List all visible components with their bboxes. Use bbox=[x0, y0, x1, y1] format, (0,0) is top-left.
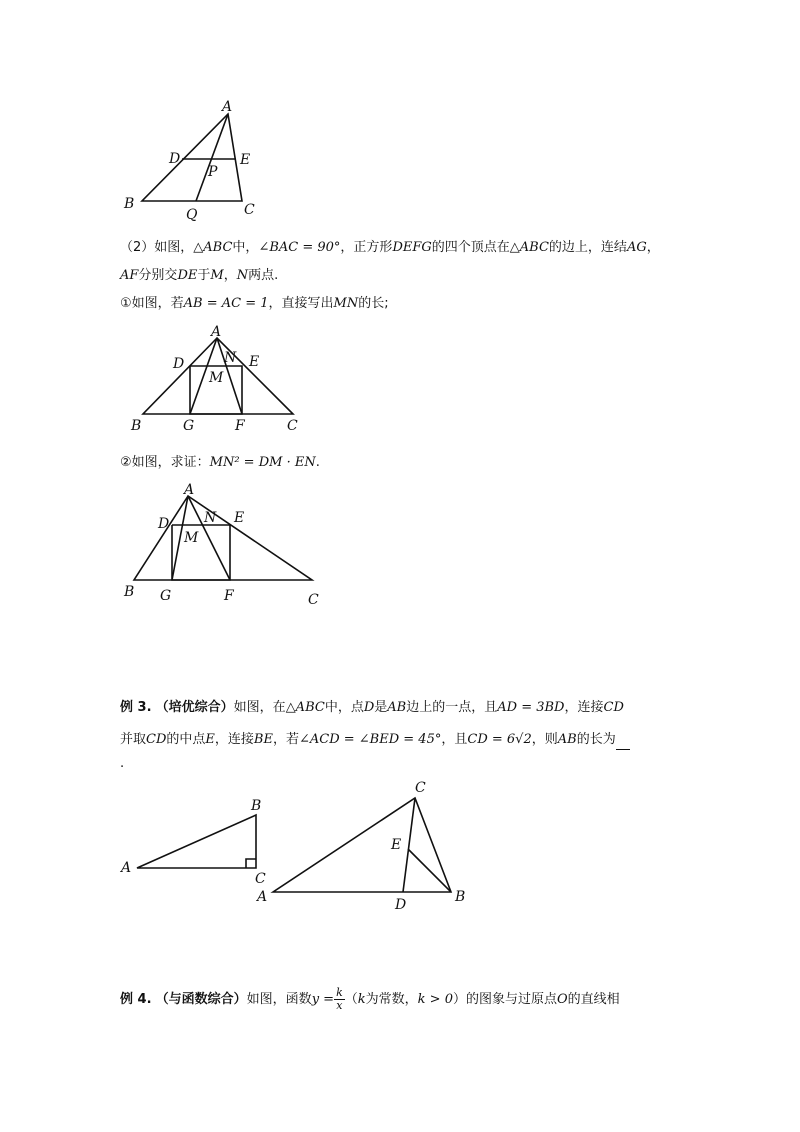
example3-line2: 并取CD的中点E，连接BE，若∠ACD = ∠BED = 45°，且CD = 6√2，则AB的长为 bbox=[120, 730, 630, 750]
label-d: D bbox=[173, 356, 185, 372]
label-a: A bbox=[121, 860, 132, 876]
label-c: C bbox=[287, 418, 298, 434]
label-m: M bbox=[184, 530, 199, 546]
label-n: N bbox=[204, 510, 217, 526]
label-c: C bbox=[244, 202, 255, 218]
label-e: E bbox=[249, 354, 260, 370]
label-e: E bbox=[391, 837, 402, 853]
label-q: Q bbox=[186, 207, 198, 223]
triangle-abc bbox=[273, 798, 451, 892]
segment-be bbox=[408, 849, 451, 892]
figure-4-right-triangle bbox=[115, 790, 275, 890]
label-a: A bbox=[211, 324, 222, 340]
label-n: N bbox=[224, 350, 237, 366]
label-g: G bbox=[183, 418, 195, 434]
fraction-k-over-x: $\frac{k}{x}$ bbox=[336, 986, 343, 1012]
label-a: A bbox=[184, 482, 195, 498]
figure-2-square-in-triangle bbox=[125, 322, 305, 437]
example4-line1: 例 4. （与函数综合）如图，函数y = $\frac{k}{x}$ （k为常数，k > 0）的图象与过原点O的直线相 bbox=[120, 986, 620, 1012]
part2-question2: ②如图，求证：MN² = DM · EN. bbox=[120, 455, 320, 470]
label-b: B bbox=[455, 889, 466, 905]
label-d: D bbox=[158, 516, 170, 532]
triangle-abc bbox=[142, 114, 242, 201]
label-b: B bbox=[251, 798, 262, 814]
label-d: D bbox=[169, 151, 181, 167]
label-a: A bbox=[257, 889, 268, 905]
label-b: B bbox=[131, 418, 142, 434]
label-c: C bbox=[308, 592, 319, 608]
label-f: F bbox=[224, 588, 234, 604]
segment-cd bbox=[403, 798, 415, 892]
label-f: F bbox=[235, 418, 245, 434]
figure-3-square-in-triangle bbox=[120, 478, 330, 610]
example4-label: 例 4. bbox=[120, 992, 152, 1007]
figure-5-triangle-cevian bbox=[255, 775, 475, 915]
segment-aq bbox=[196, 114, 228, 201]
example3-line1: 例 3. （培优综合）如图，在△ABC中，点D是AB边上的一点，且AD = 3BD，连接CD bbox=[120, 700, 624, 715]
label-a: A bbox=[222, 99, 233, 115]
figure-1-triangle bbox=[118, 96, 268, 226]
part2-line2: AF分别交DE于M，N两点. bbox=[120, 268, 279, 283]
label-c: C bbox=[255, 871, 266, 887]
label-e: E bbox=[240, 152, 251, 168]
answer-blank bbox=[616, 735, 630, 750]
label-p: P bbox=[208, 164, 218, 180]
label-e: E bbox=[234, 510, 245, 526]
label-d: D bbox=[395, 897, 407, 913]
triangle-abc bbox=[137, 815, 256, 868]
part2-question1: ①如图，若AB = AC = 1，直接写出MN的长; bbox=[120, 296, 389, 311]
label-c: C bbox=[415, 780, 426, 796]
example3-line3: . bbox=[120, 756, 125, 771]
part2-line1: （2）如图，△ABC中，∠BAC = 90°，正方形DEFG的四个顶点在△ABC的边上，连结AG， bbox=[120, 240, 660, 255]
label-b: B bbox=[124, 196, 135, 212]
label-b: B bbox=[124, 584, 135, 600]
label-g: G bbox=[160, 588, 172, 604]
label-m: M bbox=[209, 370, 224, 386]
example3-label: 例 3. bbox=[120, 700, 152, 715]
